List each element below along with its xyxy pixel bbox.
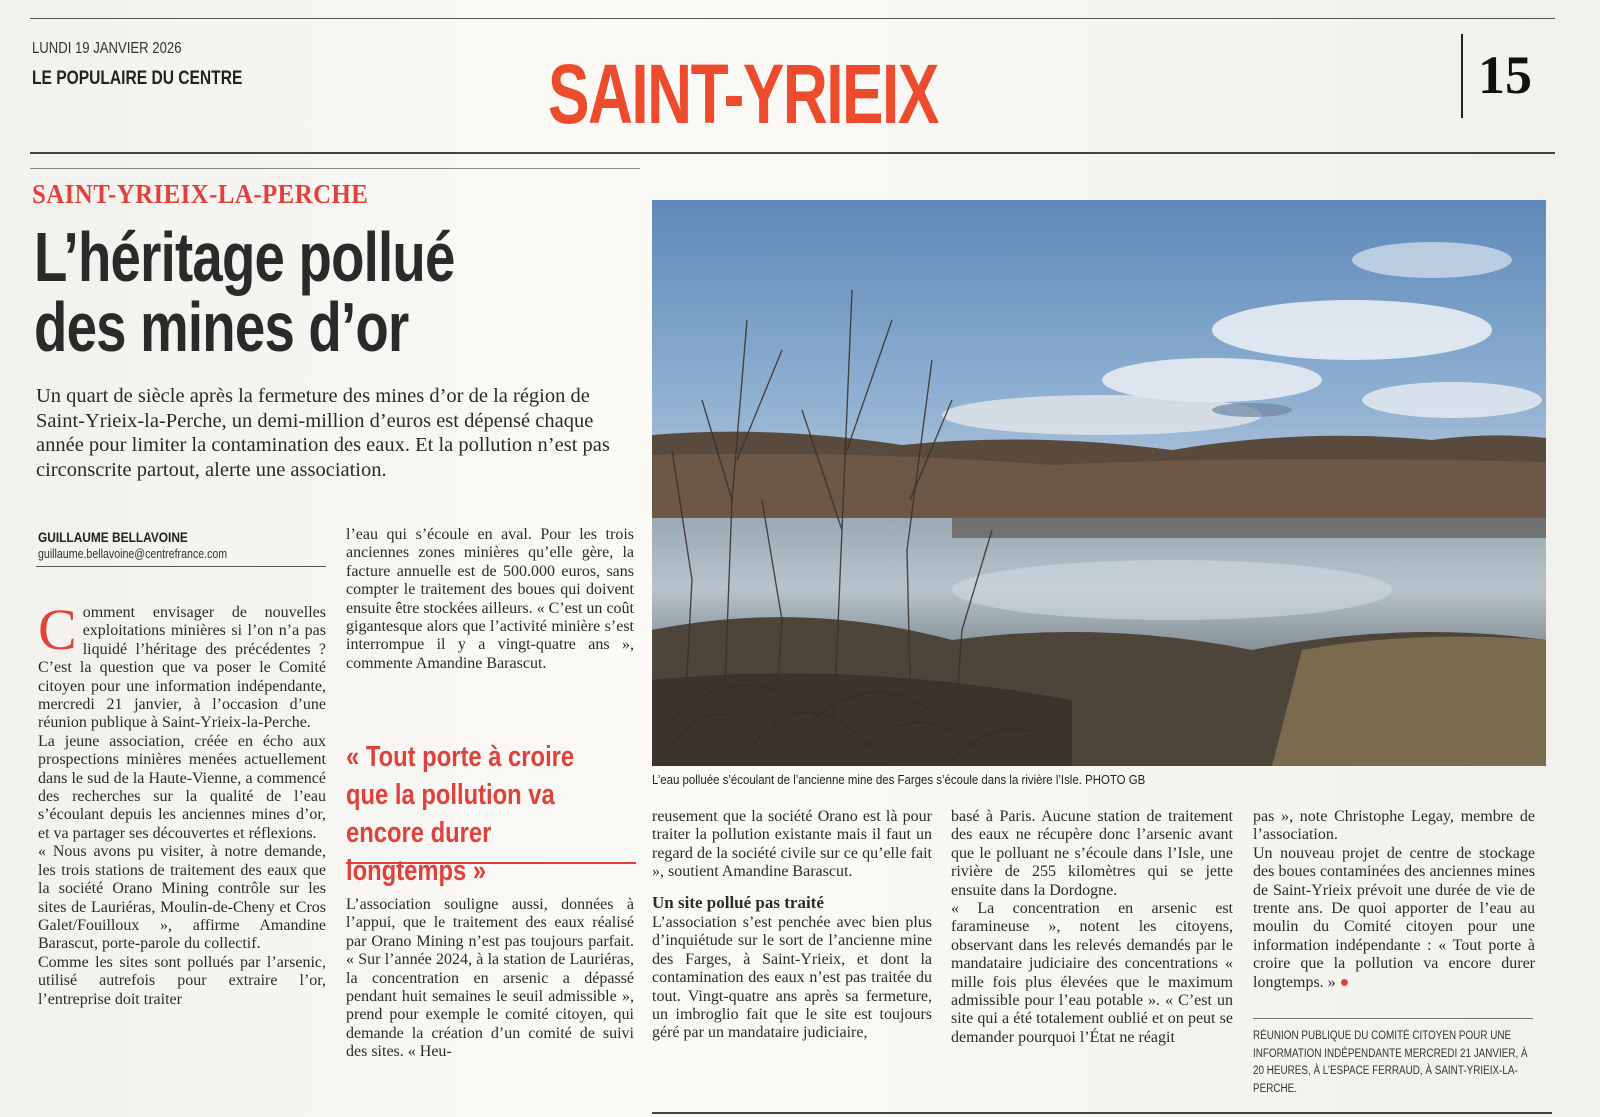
col3-paragraph-2: L’association s’est penchée avec bien plus d’inquiétude sur le sort de l’ancienne mine des Farges, à Saint-Yrieix, et dont la contamination des eaux n’est pas traitée du tout. Vingt-quatre ans après sa fermeture, un imbroglio fait que le site est toujours géré par un mandataire judiciaire, <box>652 914 932 1042</box>
pull-quote: « Tout porte à croire que la pollution va encore durer longtemps » <box>346 741 575 887</box>
byline-rule <box>36 566 326 567</box>
col3-paragraph-1: reusement que la société Orano est là pour traiter la pollution existante mais il faut un regard de la société civile sur ce qu’elle fait », soutient Amandine Barascut. <box>652 808 932 881</box>
issue-date: LUNDI 19 JANVIER 2026 <box>32 40 182 57</box>
page-number: 15 <box>1478 45 1532 105</box>
article-photo <box>652 200 1546 766</box>
headline-line-2: des mines d’or <box>34 288 409 366</box>
section-title: SAINT-YRIEIX <box>548 47 938 141</box>
col4-paragraph-2: « La concentration en arsenic est faramineuse », notent les citoyens, observant dans les relevés demandés par le mandataire judiciaire des concentrations « mille fois plus élevées que le maximum admissible pour l’eau potable ». « C’est un site qui a été totalement oublié et on peut se demander pourquoi l’État ne réagit <box>951 900 1233 1046</box>
author-email[interactable]: guillaume.bellavoine@centrefrance.com <box>38 547 228 561</box>
author-name: GUILLAUME BELLAVOINE <box>38 529 188 545</box>
column-2 <box>346 526 634 673</box>
column-5 <box>1253 808 1535 992</box>
col5-paragraph-1: pas », note Christophe Legay, membre de l’association. <box>1253 808 1535 844</box>
end-mark-icon: ● <box>1339 973 1350 991</box>
drop-cap: C <box>38 597 77 662</box>
landscape-photo <box>652 200 1546 766</box>
newspaper-name: LE POPULAIRE DU CENTRE <box>32 68 243 89</box>
column-4 <box>951 808 1233 1047</box>
column-3 <box>652 808 932 1043</box>
pagenum-divider <box>1461 34 1463 118</box>
col1-paragraph-3: « Nous avons pu visiter, à notre demande, les trois stations de traitement des eaux que la société Orano Mining contrôle sur les sites de Lauriéras, Moulin-de-Cheny et Cros Galet/Fouilloux », affirme Amandine Barascut, porte-parole du collectif. <box>38 843 326 953</box>
event-footnote: RÉUNION PUBLIQUE DU COMITÉ CITOYEN POUR UNE INFORMATION INDÉPENDANTE MERCREDI 21 JANVIER, À 20 HEURES, À L’ESPACE FERRAUD, À SAINT-YRIEIX-LA-PERCHE. <box>1253 1030 1528 1095</box>
col2-paragraph-1: l’eau qui s’écoule en aval. Pour les trois anciennes zones minières qu’elle gère, la facture annuelle est de 500.000 euros, sans compter le traitement des boues qui doivent ensuite être stockées ailleurs. « C’est un coût gigantesque alors que l’activité minière s’est interrompue il y a vingt-quatre ans », commente Amandine Barascut. <box>346 526 634 672</box>
kicker-rule <box>30 168 640 169</box>
column-1 <box>38 597 326 1009</box>
photo-caption: L’eau polluée s’écoulant de l’ancienne mine des Farges s’écoule dans la rivière l’Isle. PHOTO GB <box>652 772 1146 787</box>
col1-paragraph-2: La jeune association, créée en écho aux prospections minières menées actuellement dans le sud de la Haute-Vienne, a commencé des recherches sur la qualité de l’eau s’écoulant depuis les anciennes mines d’or, et va partager ses découvertes et réflexions. <box>38 732 326 842</box>
col2-paragraph-2: L’association souligne aussi, données à l’appui, que le traitement des eaux réalisé par Orano Mining n’est pas toujours parfait. « Sur l’année 2024, à la station de Lauriéras, la concentration en arsenic a dépassé pendant huit semaines le seuil admissible », prend pour exemple le comité citoyen, qui demande la création d’un comité de suivi des sites. « Heu- <box>346 896 634 1061</box>
top-rule <box>30 18 1555 19</box>
header-rule <box>30 152 1555 154</box>
article-kicker: SAINT-YRIEIX-LA-PERCHE <box>32 179 369 209</box>
subheading: Un site pollué pas traité <box>652 892 824 912</box>
headline-line-1: L’héritage pollué <box>34 218 455 296</box>
footnote-rule <box>1253 1018 1533 1019</box>
col5-paragraph-2 <box>1253 845 1535 992</box>
column-2-lower <box>346 896 634 1062</box>
col1-paragraph-4: Comme les sites sont pollués par l’arsenic, utilisé autrefois pour extraire l’or, l’entreprise doit traiter <box>38 953 326 1008</box>
article-lede: Un quart de siècle après la fermeture des mines d’or de la région de Saint-Yrieix-la-Perche, un demi-million d’euros est dépensé chaque année pour limiter la contamination des eaux. Et la pollution n’est pas circonscrite partout, alerte une association. <box>36 385 610 481</box>
col1-paragraph-1 <box>38 597 326 733</box>
col4-paragraph-1: basé à Paris. Aucune station de traitement des eaux ne récupère donc l’arsenic avant que le polluant ne s’écoule dans l’Isle, une rivière de 255 kilomètres qui se jette ensuite dans la Dordogne. <box>951 808 1233 899</box>
col1-p1-text: omment envisager de nouvelles exploitations minières si l’on n’a pas liquidé l’héritage des précédentes ? C’est la question que va poser le Comité citoyen pour une information indépendante, mercredi 21 janvier, à l’occasion d’une réunion publique à Saint-Yrieix-la-Perche. <box>38 604 326 732</box>
article-headline <box>34 218 518 366</box>
col5-p2-text: Un nouveau projet de centre de stockage des boues contaminées des anciennes mines de Saint-Yrieix prévoit une durée de vie de trente ans. De quoi apporter de l’eau au moulin du Comité citoyen pour une information indépendante : « Tout porte à croire que la pollution va encore durer longtemps. » <box>1253 844 1535 991</box>
bottom-rule <box>652 1112 1552 1114</box>
